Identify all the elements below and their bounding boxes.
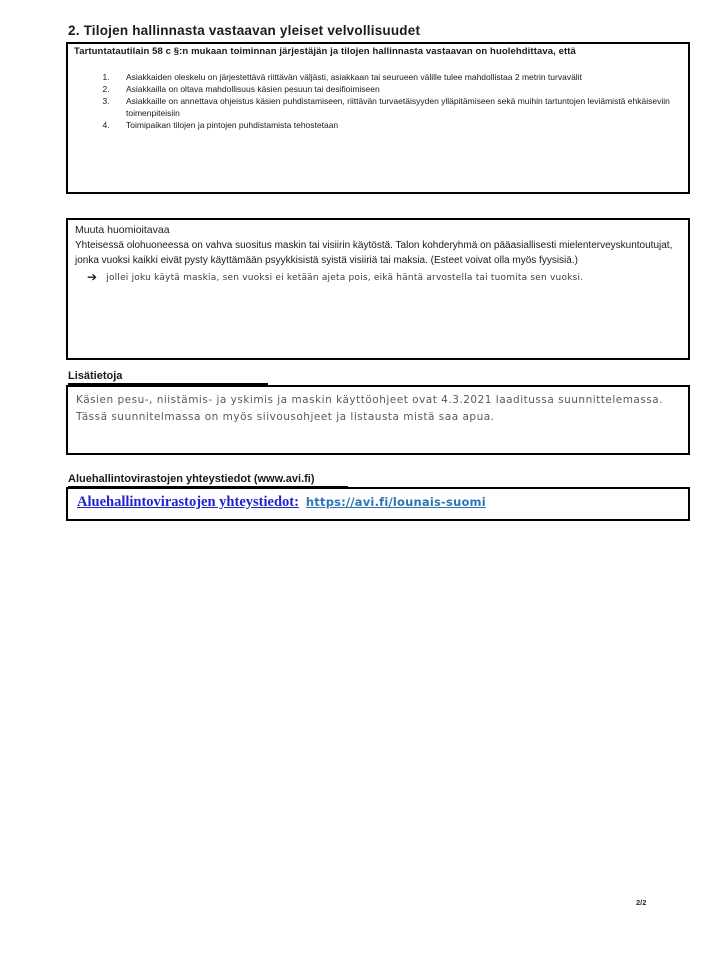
additional-info-box — [66, 385, 690, 455]
page-number: 2/2 — [636, 898, 647, 907]
obligations-list-item-1: 1. Asiakkaiden oleskelu on järjestettävä riittävän väljästi, asiakkaan tai seurueen välille tulee mahdollistaa 2 metrin turvavälit — [112, 71, 682, 83]
notes-box-body: Yhteisessä olohuoneessa on vahva suositus maskin tai visiirin käytöstä. Talon kohderyhmä on pääasiallisesti mielenterveyskuntoutujat, jonka vuoksi kaikki eivät pysty käyttämään psyykkisistä syistä visiiriä tai maksia. (Esteet voivat olla myös fyysisiä.) — [75, 240, 673, 266]
obligations-box — [66, 42, 690, 194]
additional-info-body: Käsien pesu-, niistämis- ja yskimis ja maskin käyttöohjeet ovat 4.3.2021 laaditussa suunnittelemassa. Tässä suunnitelmassa on myös siivousohjeet ja listausta mistä saa apua. — [76, 394, 664, 423]
contact-title: Aluehallintovirastojen yhteystiedot (www.avi.fi) — [68, 473, 348, 488]
obligations-list — [74, 71, 682, 131]
contact-box — [66, 487, 690, 521]
section-title: 2. Tilojen hallinnasta vastaavan yleiset velvollisuudet — [68, 23, 421, 38]
notes-box — [66, 218, 690, 360]
obligations-list-item-2: 2. Asiakkailla on oltava mahdollisuus käsien pesuun tai desifioimiseen — [112, 83, 682, 95]
obligations-box-header: Tartuntatautilain 58 c §:n mukaan toiminnan järjestäjän ja tilojen hallinnasta vastaavan on huolehdittava, että — [74, 46, 576, 57]
notes-box-title: Muuta huomioitavaa — [75, 224, 170, 236]
obligations-list-item-3: 3. Asiakkaille on annettava ohjeistus käsien puhdistamiseen, riittävän turvaetäisyyden ylläpitämiseen sekä muihin tartuntojen leviämistä ehkäiseviin toimenpiteisiin — [112, 95, 682, 119]
contact-link-label[interactable]: Aluehallintovirastojen yhteystiedot: — [77, 494, 299, 510]
notes-arrow-line — [75, 270, 681, 284]
additional-info-title: Lisätietoja — [68, 370, 268, 385]
notes-arrow-text: jollei joku käytä maskia, sen vuoksi ei ketään ajeta pois, eikä häntä arvostella tai tuomita sen vuoksi. — [106, 273, 584, 283]
obligations-list-item-4: 4. Toimipaikan tilojen ja pintojen puhdistamista tehostetaan — [112, 119, 682, 131]
right-arrow-icon: ➔ — [87, 270, 98, 284]
contact-link-url[interactable]: https://avi.fi/lounais-suomi — [305, 495, 486, 509]
